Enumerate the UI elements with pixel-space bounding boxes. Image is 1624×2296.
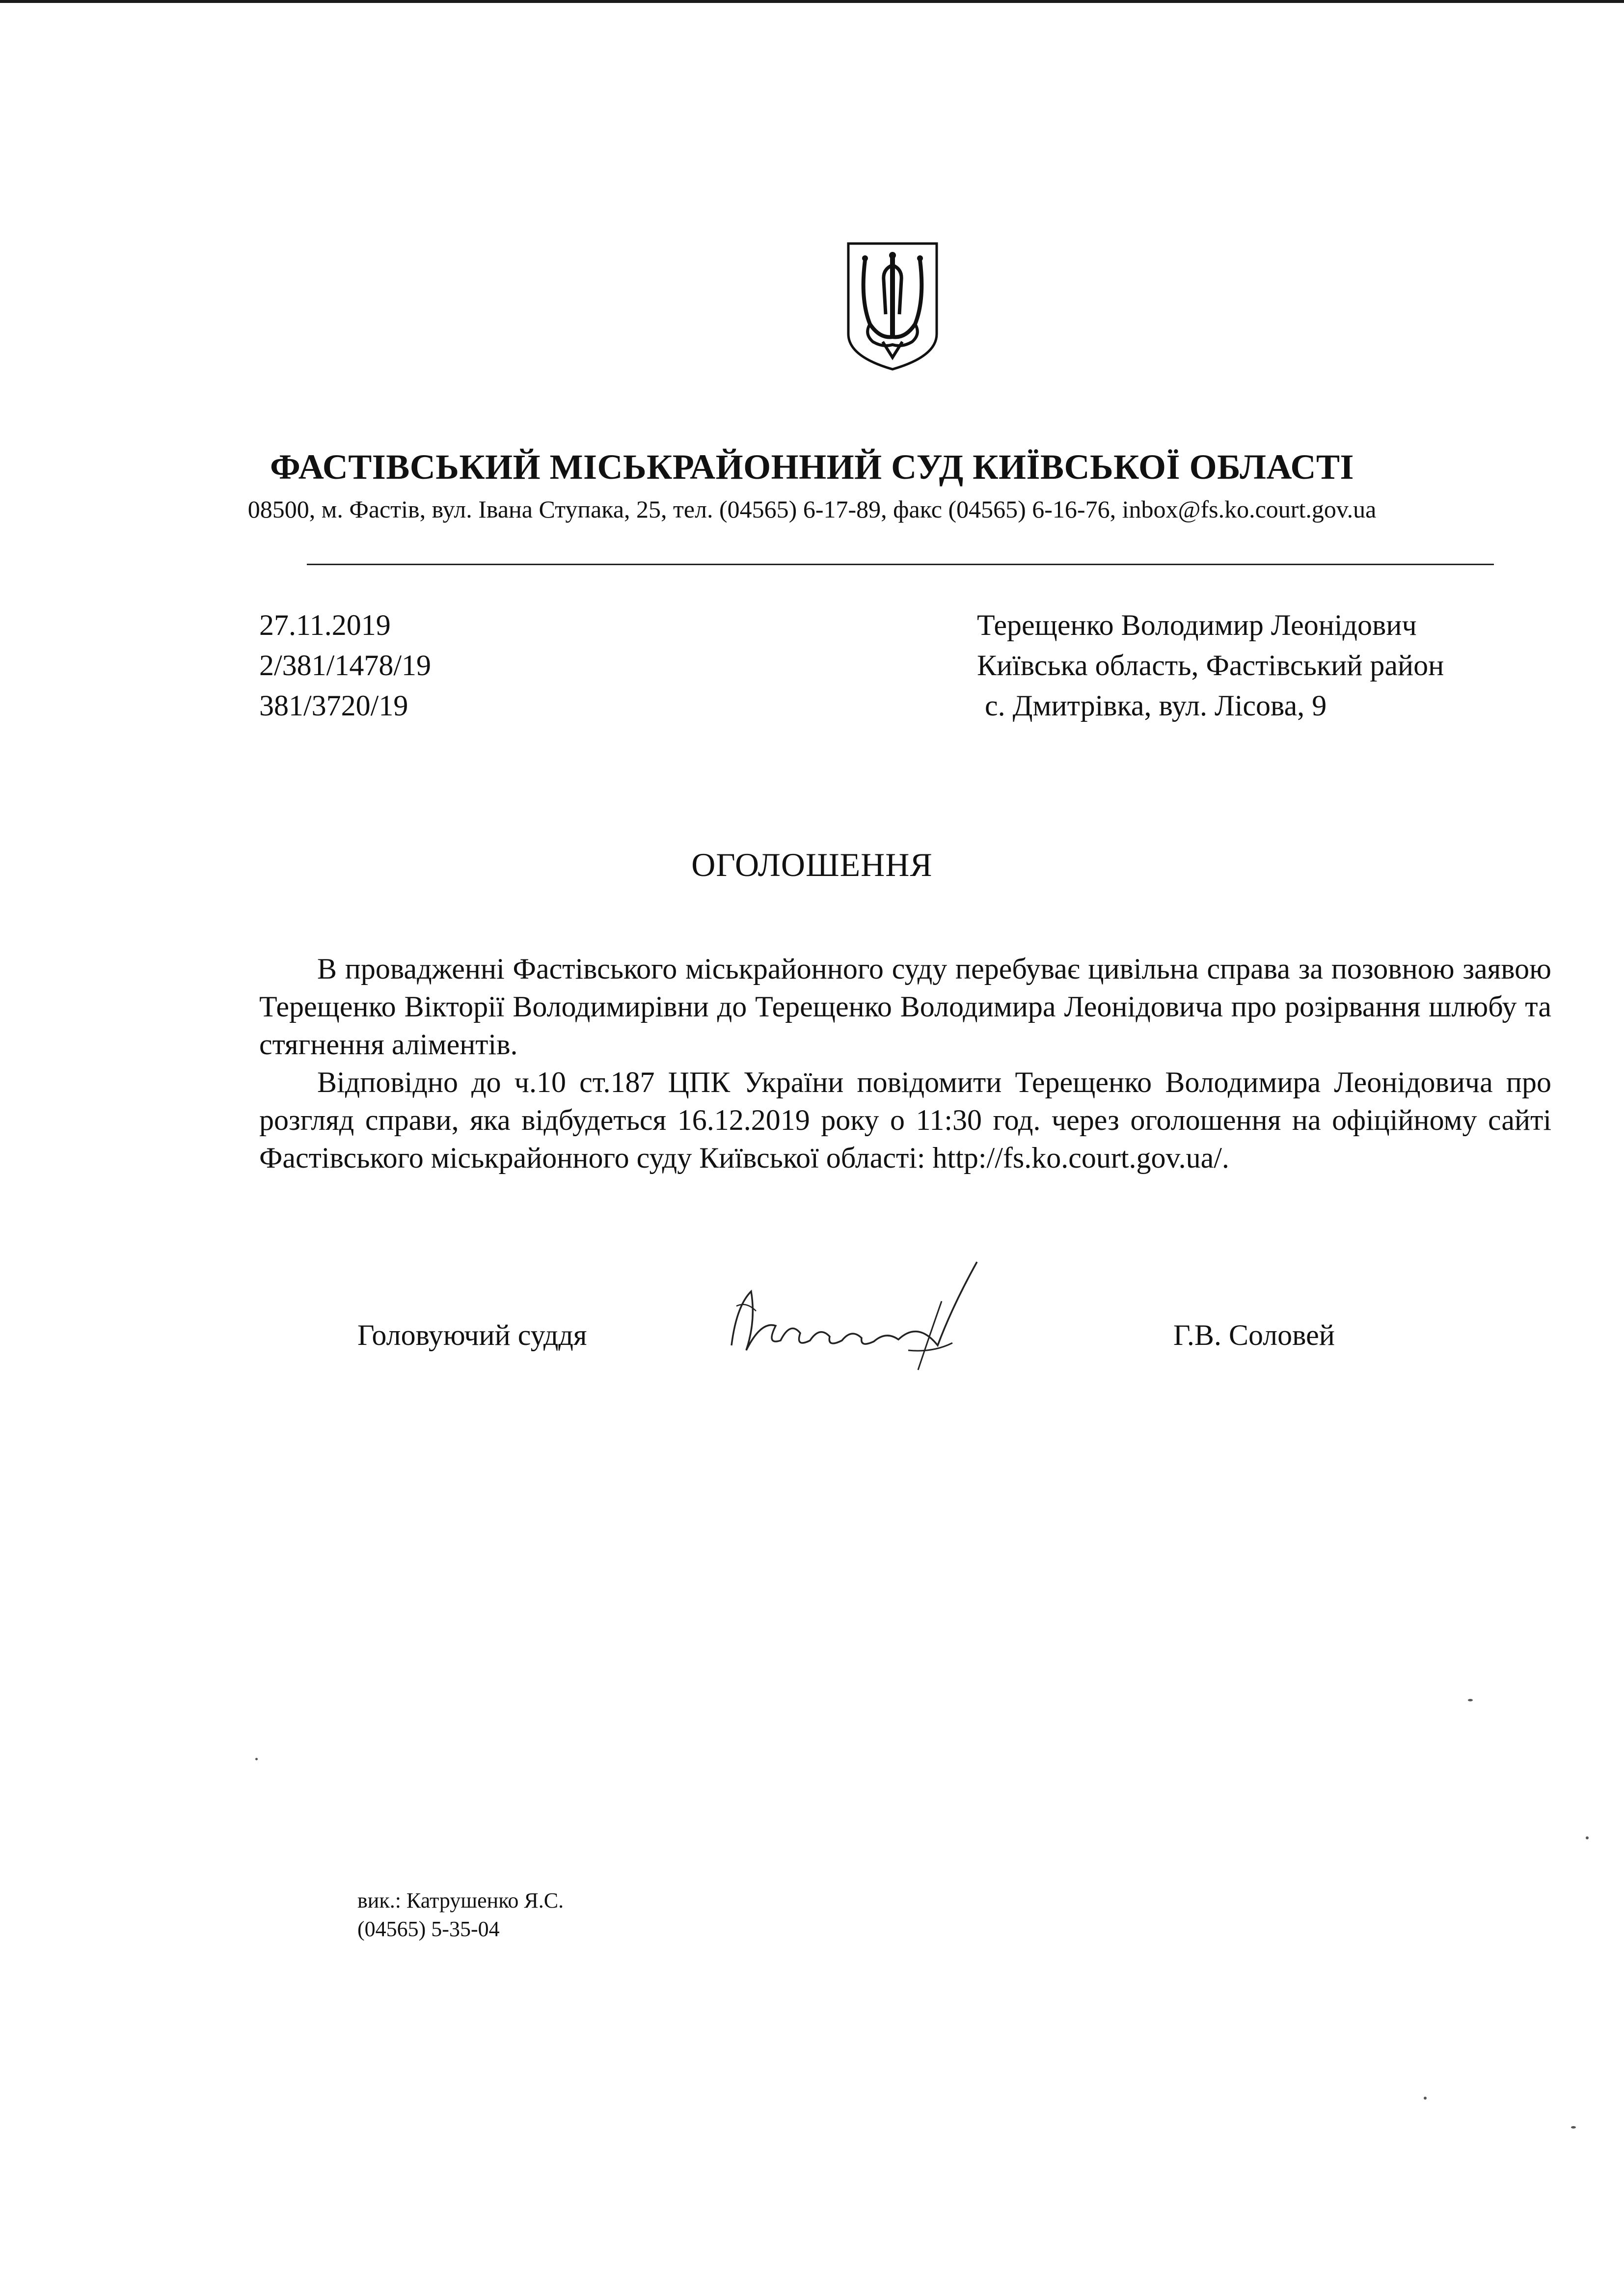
notice-paragraph-2: Відповідно до ч.10 ст.187 ЦПК України повідомити Терещенко Володимира Леонідовича про розгляд справи, яка відбудеться 16.12.2019 року о 11:30 год. через оголошення на офіційному сайті Фастівського міськрайонного суду Київської області: http://fs.ko.court.gov.ua/. — [259, 1066, 1551, 1174]
scan-speck — [1468, 1699, 1473, 1701]
executor-block — [357, 1886, 564, 1943]
handwritten-signature — [722, 1247, 997, 1375]
notice-paragraph-1: В провадженні Фастівського міськрайонного суду перебуває цивільна справа за позовною заявою Терещенко Вікторії Володимирівни до Терещенко Володимира Леонідовича про розірвання шлюбу та стягнення аліментів. — [259, 953, 1551, 1061]
signatory-role: Головуючий суддя — [357, 1319, 587, 1351]
scan-speck — [1424, 2097, 1427, 2100]
executor-name: вик.: Катрушенко Я.С. — [357, 1888, 564, 1913]
executor-phone: (04565) 5-35-04 — [357, 1917, 500, 1941]
addressee-block — [977, 605, 1444, 726]
addressee-name: Терещенко Володимир Леонідович — [977, 609, 1417, 641]
case-number: 381/3720/19 — [259, 689, 408, 722]
coat-of-arms-icon — [844, 241, 941, 372]
scan-speck — [1586, 1836, 1589, 1839]
scan-speck — [1571, 2126, 1576, 2129]
addressee-region: Київська область, Фастівський район — [977, 649, 1444, 682]
notice-body — [259, 950, 1551, 1177]
outgoing-number: 2/381/1478/19 — [259, 649, 432, 682]
scan-speck — [255, 1758, 258, 1760]
scan-top-edge — [0, 0, 1624, 3]
signatory-name: Г.В. Соловей — [1173, 1319, 1335, 1351]
document-title: ОГОЛОШЕННЯ — [691, 846, 933, 883]
court-address: 08500, м. Фастів, вул. Івана Ступака, 25, тел. (04565) 6-17-89, факс (04565) 6-16-76, inbox@fs.ko.court.gov.ua — [247, 495, 1377, 523]
document-meta — [259, 605, 431, 726]
court-name: ФАСТІВСЬКИЙ МІСЬКРАЙОННИЙ СУД КИЇВСЬКОЇ ОБЛАСТІ — [270, 447, 1354, 487]
header-divider — [307, 564, 1494, 565]
addressee-street: с. Дмитрівка, вул. Лісова, 9 — [985, 689, 1327, 722]
document-date: 27.11.2019 — [259, 609, 391, 641]
